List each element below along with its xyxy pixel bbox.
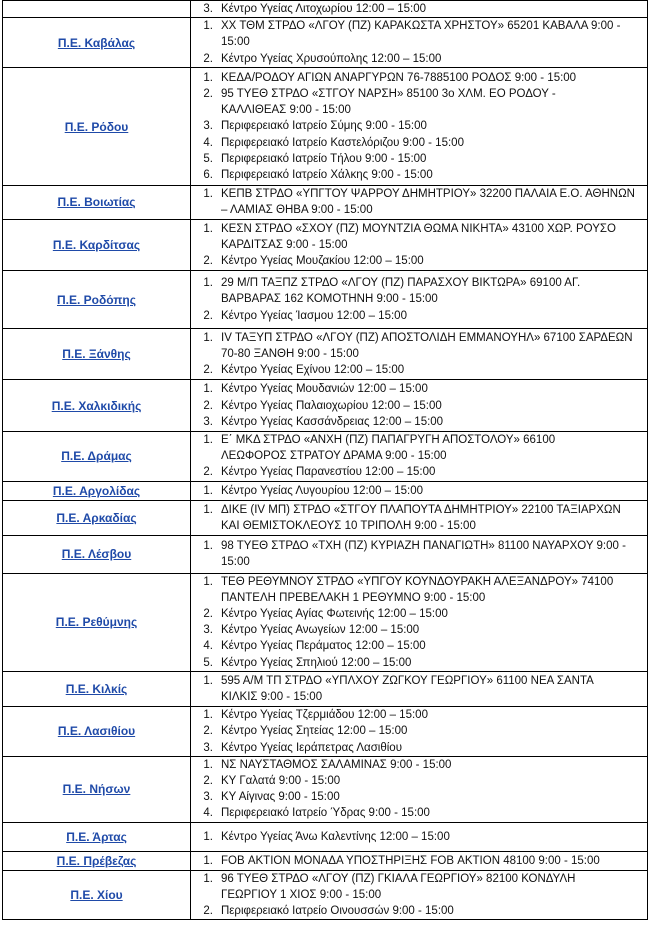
item-text [213, 275, 643, 307]
item-number: 2. [203, 466, 213, 479]
table-row [3, 573, 648, 671]
item-text-line: ΒΑΡΒΑΡΑΣ 162 ΚΟΜΟΤΗΝΗ 9:00 - 15:00 [221, 293, 438, 306]
item-text-line: Ε΄ ΜΚΔ ΣΤΡΔΟ «ΑΝΧΗ (ΠΖ) ΠΑΠΑΓΡΥΓΗ ΑΠΟΣΤΟΛΟΥ» 66100 [221, 434, 556, 447]
region-link[interactable]: Π.Ε. Χαλκιδικής [51, 398, 142, 413]
item-text-line: Περιφερειακό Ιατρείο Τήλου 9:00 - 15:00 [221, 152, 427, 165]
list-item [195, 829, 643, 845]
item-text-line: Κέντρο Υγείας Κασσάνδρειας 12:00 – 15:00 [221, 415, 444, 428]
item-text [213, 381, 643, 397]
item-number: 3. [203, 741, 213, 754]
list-item [195, 414, 643, 430]
item-text-line: Κέντρο Υγείας Ιεράπετρας Λασιθίου [221, 741, 402, 754]
list-item [195, 903, 643, 919]
item-text-line: 95 ΤΥΕΘ ΣΤΡΔΟ «ΣΤΓΟΥ ΝΑΡΣΗ» 85100 3ο ΧΛΜ. ΕΟ ΡΟΔΟΥ - [221, 88, 556, 101]
item-text-line: – ΛΑΜΙΑΣ ΘΗΒΑ 9:00 - 15:00 [221, 204, 373, 217]
region-link[interactable]: Π.Ε. Ρεθύμνης [55, 615, 138, 630]
item-number: 1. [203, 277, 213, 290]
item-number: 1. [203, 854, 213, 867]
item-text-line: Κέντρο Υγείας Αγίας Φωτεινής 12:00 – 15:00 [221, 607, 448, 620]
item-number: 5. [203, 152, 213, 165]
item-text [213, 773, 643, 789]
list-item [195, 773, 643, 789]
item-text [213, 308, 643, 324]
item-number: 3. [203, 415, 213, 428]
item-text-line: 96 ΤΥΕΘ ΣΤΡΔΟ «ΛΓΟΥ (ΠΖ) ΓΚΙΑΛΑ ΓΕΩΡΓΙΟΥ» 82100 ΚΟΝΔΥΛΗ [221, 872, 576, 885]
region-cell [3, 573, 191, 671]
item-number: 1. [203, 331, 213, 344]
region-cell [3, 536, 191, 573]
item-text-line: Κέντρο Υγείας Εχίνου 12:00 – 15:00 [221, 364, 405, 377]
region-link[interactable]: Π.Ε. Ξάνθης [62, 347, 131, 362]
item-number: 4. [203, 807, 213, 820]
item-text-line: Κέντρο Υγείας Άνω Καλεντίνης 12:00 – 15:00 [221, 830, 450, 843]
list-item [195, 381, 643, 397]
item-text [213, 574, 643, 606]
table-row [3, 671, 648, 706]
item-text-line: Κέντρο Υγείας Ανωγείων 12:00 – 15:00 [221, 624, 420, 637]
items-cell [191, 328, 648, 380]
item-number: 2. [203, 88, 213, 101]
list-item [195, 135, 643, 151]
region-link[interactable]: Π.Ε. Πρέβεζας [56, 853, 137, 868]
region-cell [3, 481, 191, 500]
item-text [213, 723, 643, 739]
items-cell [191, 536, 648, 573]
items-cell [191, 67, 648, 185]
item-number: 3. [203, 791, 213, 804]
list-item [195, 622, 643, 638]
item-text-line: Κέντρο Υγείας Περάματος 12:00 – 15:00 [221, 640, 426, 653]
item-number: 1. [203, 503, 213, 516]
items-cell [191, 573, 648, 671]
item-text-line: ΚΕΣΝ ΣΤΡΔΟ «ΣΧΟΥ (ΠΖ) ΜΟΥΝΤΖΙΑ ΘΩΜΑ ΝΙΚΗΤΑ» 43100 ΧΩΡ. ΡΟΥΣΟ [221, 222, 616, 235]
item-text-line: ΤΕΘ ΡΕΘΥΜΝΟΥ ΣΤΡΔΟ «ΥΠΓΟΥ ΚΟΥΝΔΟΥΡΑΚΗ ΑΛΕΞΑΝΔΡΟΥ» 74100 [221, 575, 614, 588]
items-cell [191, 756, 648, 822]
items-cell [191, 186, 648, 219]
item-text [213, 330, 643, 362]
item-text [213, 502, 643, 534]
list-item [195, 853, 643, 869]
item-text-line: Κέντρο Υγείας Λιτοχωρίου 12:00 – 15:00 [221, 3, 427, 15]
region-cell [3, 1, 191, 18]
list-item [195, 221, 643, 253]
item-number: 2. [203, 774, 213, 787]
item-text-line: ΚΥ Γαλατά 9:00 - 15:00 [221, 774, 341, 787]
list-item [195, 151, 643, 167]
list-item [195, 757, 643, 773]
item-text [213, 51, 643, 67]
item-text [213, 118, 643, 134]
region-cell [3, 822, 191, 851]
item-text [213, 398, 643, 414]
item-text-line: ΔΙΚΕ (IV ΜΠ) ΣΤΡΔΟ «ΣΤΓΟΥ ΠΛΑΠΟΥΤΑ ΔΗΜΗΤΡΙΟΥ» 22100 ΤΑΞΙΑΡΧΩΝ [221, 503, 621, 516]
list-item [195, 655, 643, 671]
item-text [213, 70, 643, 86]
region-cell [3, 851, 191, 870]
region-cell [3, 432, 191, 482]
items-cell [191, 380, 648, 432]
region-link[interactable]: Π.Ε. Ρόδου [64, 119, 129, 134]
region-link[interactable]: Π.Ε. Καβάλας [57, 35, 136, 50]
list-item [195, 740, 643, 756]
item-text [213, 464, 643, 480]
table-row [3, 18, 648, 68]
health-centers-table [2, 0, 648, 920]
item-text [213, 135, 643, 151]
item-text-line: ΚΕΔΑ/ΡΟΔΟΥ ΑΓΙΩΝ ΑΝΑΡΓΥΡΩΝ 76-7885100 ΡΟΔΟΣ 9:00 - 15:00 [221, 71, 577, 84]
item-text-line: Κέντρο Υγείας Μουδανιών 12:00 – 15:00 [221, 383, 428, 396]
item-text-line: Περιφερειακό Ιατρείο Χάλκης 9:00 - 15:00 [221, 169, 433, 182]
list-item [195, 483, 643, 499]
item-number: 1. [203, 709, 213, 722]
item-text [213, 655, 643, 671]
item-text [213, 789, 643, 805]
item-text-line: ΚΕΠΒ ΣΤΡΔΟ «ΥΠΓΤΟΥ ΨΑΡΡΟΥ ΔΗΜΗΤΡΙΟΥ» 32200 ΠΑΛΑΙΑ Ε.Ο. ΑΘΗΝΩΝ [221, 188, 635, 201]
item-number: 6. [203, 169, 213, 182]
item-text [213, 362, 643, 378]
item-text [213, 432, 643, 464]
region-link[interactable]: Π.Ε. Λέσβου [61, 547, 132, 562]
list-item [195, 638, 643, 654]
item-number: 1. [203, 484, 213, 497]
list-item [195, 502, 643, 534]
table-row [3, 707, 648, 757]
item-number: 1. [203, 540, 213, 553]
list-item [195, 275, 643, 307]
item-number: 1. [203, 758, 213, 771]
item-number: 1. [203, 222, 213, 235]
item-text-line: 15:00 [221, 36, 250, 49]
list-item [195, 253, 643, 269]
list-item [195, 606, 643, 622]
item-number: 1. [203, 188, 213, 201]
item-number: 1. [203, 434, 213, 447]
item-text-line: ΝΣ ΝΑΥΣΤΑΘΜΟΣ ΣΑΛΑΜΙΝΑΣ 9:00 - 15:00 [221, 758, 452, 771]
item-text-line: FOB ΑΚΤΙΟΝ ΜΟΝΑΔΑ ΥΠΟΣΤΗΡΙΞΗΣ FOB ΑΚΤΙΟΝ 48100 9:00 - 15:00 [221, 854, 600, 867]
item-text [213, 151, 643, 167]
list-item [195, 1, 643, 17]
item-number: 1. [203, 20, 213, 33]
item-text [213, 903, 643, 919]
item-text [213, 871, 643, 903]
item-text [213, 622, 643, 638]
region-link[interactable]: Π.Ε. Χίου [70, 888, 123, 903]
item-text-line: Περιφερειακό Ιατρείο Σύμης 9:00 - 15:00 [221, 120, 427, 133]
items-cell [191, 500, 648, 535]
list-item [195, 574, 643, 606]
table-row [3, 328, 648, 380]
region-link[interactable]: Π.Ε. Δράμας [61, 449, 132, 464]
region-link[interactable]: Π.Ε. Καρδίτσας [52, 237, 141, 252]
item-text-line: ΧΧ ΤΘΜ ΣΤΡΔΟ «ΛΓΟΥ (ΠΖ) ΚΑΡΑΚΩΣΤΑ ΧΡΗΣΤΟΥ» 65201 ΚΑΒΑΛΑ 9:00 - [221, 20, 621, 33]
item-text-line: ΓΕΩΡΓΙΟΥ 1 ΧΙΟΣ 9:00 - 15:00 [221, 888, 382, 901]
items-cell [191, 271, 648, 329]
item-number: 2. [203, 399, 213, 412]
item-number: 1. [203, 575, 213, 588]
list-item [195, 186, 643, 218]
item-text [213, 829, 643, 845]
item-text [213, 805, 643, 821]
item-number: 1. [203, 71, 213, 84]
region-link[interactable]: Π.Ε. Αρκαδίας [56, 510, 137, 525]
item-text [213, 86, 643, 118]
items-cell [191, 851, 648, 870]
region-link[interactable]: Π.Ε. Λασιθίου [57, 724, 136, 739]
list-item [195, 70, 643, 86]
region-link[interactable]: Π.Ε. Νήσων [62, 782, 131, 797]
item-text-line: ΚΙΛΚΙΣ 9:00 - 15:00 [221, 690, 323, 703]
item-text [213, 673, 643, 705]
list-item [195, 673, 643, 705]
item-text [213, 483, 643, 499]
region-cell [3, 500, 191, 535]
item-number: 4. [203, 136, 213, 149]
region-cell [3, 756, 191, 822]
item-number: 3. [203, 624, 213, 637]
item-number: 3. [203, 3, 213, 15]
items-cell [191, 671, 648, 706]
item-text-line: ΚΑΙ ΘΕΜΙΣΤΟΚΛΕΟΥΣ 10 ΤΡΙΠΟΛΗ 9:00 - 15:00 [221, 519, 476, 532]
list-item [195, 362, 643, 378]
region-cell [3, 870, 191, 920]
item-text-line: 70-80 ΞΑΝΘΗ 9:00 - 15:00 [221, 348, 359, 361]
item-text-line: ΚΑΡΔΙΤΣΑΣ 9:00 - 15:00 [221, 238, 348, 251]
list-item [195, 330, 643, 362]
item-text-line: Περιφερειακό Ιατρείο Οινουσσών 9:00 - 15:00 [221, 905, 454, 918]
item-number: 2. [203, 725, 213, 738]
item-text [213, 221, 643, 253]
region-cell [3, 707, 191, 757]
item-text [213, 18, 643, 50]
item-text [213, 707, 643, 723]
item-text [213, 606, 643, 622]
table-row [3, 1, 648, 18]
table-row [3, 186, 648, 219]
list-item [195, 464, 643, 480]
item-text-line: Κέντρο Υγείας Σπηλιού 12:00 – 15:00 [221, 656, 412, 669]
item-text-line: Κέντρο Υγείας Χρυσούπολης 12:00 – 15:00 [221, 52, 442, 65]
item-text-line: ΚΥ Αίγινας 9:00 - 15:00 [221, 791, 340, 804]
item-text-line: Κέντρο Υγείας Παλαιοχωρίου 12:00 – 15:00 [221, 399, 442, 412]
item-text-line: ΠΑΝΤΕΛΗ ΠΡΕΒΕΛΑΚΗ 1 ΡΕΘΥΜΝΟ 9:00 - 15:00 [221, 591, 486, 604]
item-number: 2. [203, 364, 213, 377]
items-cell [191, 219, 648, 271]
region-cell [3, 671, 191, 706]
region-cell [3, 219, 191, 271]
item-text-line: Κέντρο Υγείας Μουζακίου 12:00 – 15:00 [221, 255, 424, 268]
item-number: 5. [203, 656, 213, 669]
item-text-line: IV ΤΑΞΥΠ ΣΤΡΔΟ «ΛΓΟΥ (ΠΖ) ΑΠΟΣΤΟΛΙΔΗ ΕΜΜΑΝΟΥΗΛ» 67100 ΣΑΡΔΕΩΝ [221, 331, 633, 344]
item-text-line: ΚΑΛΛΙΘΕΑΣ 9:00 - 15:00 [221, 104, 351, 117]
item-text-line: Περιφερειακό Ιατρείο Ύδρας 9:00 - 15:00 [221, 807, 430, 820]
list-item [195, 167, 643, 183]
table-row [3, 219, 648, 271]
list-item [195, 308, 643, 324]
item-text-line: 98 ΤΥΕΘ ΣΤΡΔΟ «ΤΧΗ (ΠΖ) ΚΥΡΙΑΖΗ ΠΑΝΑΓΙΩΤΗ» 81100 ΝΑΥΑΡΧΟΥ 9:00 - [221, 540, 626, 553]
table-row [3, 500, 648, 535]
region-link[interactable]: Π.Ε. Άρτας [66, 829, 127, 844]
list-item [195, 805, 643, 821]
items-cell [191, 707, 648, 757]
item-text-line: Κέντρο Υγείας Λυγουρίου 12:00 – 15:00 [221, 484, 424, 497]
item-number: 2. [203, 607, 213, 620]
list-item [195, 723, 643, 739]
item-text-line: 595 Α/Μ ΤΠ ΣΤΡΔΟ «ΥΠΛΧΟΥ ΖΩΓΚΟΥ ΓΕΩΡΓΙΟΥ» 61100 ΝΕΑ ΣΑΝΤΑ [221, 674, 594, 687]
items-cell [191, 481, 648, 500]
item-number: 2. [203, 905, 213, 918]
list-item [195, 707, 643, 723]
region-cell [3, 328, 191, 380]
table-row [3, 481, 648, 500]
item-text [213, 538, 643, 570]
table-row [3, 432, 648, 482]
list-item [195, 789, 643, 805]
item-number: 2. [203, 309, 213, 322]
item-number: 1. [203, 830, 213, 843]
item-number: 1. [203, 872, 213, 885]
item-text [213, 167, 643, 183]
list-item [195, 871, 643, 903]
table-row [3, 756, 648, 822]
item-text [213, 1, 643, 17]
item-text-line: 15:00 [221, 556, 250, 569]
list-item [195, 51, 643, 67]
region-link[interactable]: Π.Ε. Κιλκίς [65, 681, 128, 696]
items-cell [191, 822, 648, 851]
list-item [195, 398, 643, 414]
items-cell [191, 432, 648, 482]
region-cell [3, 380, 191, 432]
region-cell [3, 271, 191, 329]
item-text [213, 740, 643, 756]
list-item [195, 432, 643, 464]
items-cell [191, 18, 648, 68]
region-cell [3, 18, 191, 68]
item-text-line: ΛΕΩΦΟΡΟΣ ΣΤΡΑΤΟΥ ΔΡΑΜΑ 9:00 - 15:00 [221, 450, 447, 463]
item-text [213, 853, 643, 869]
list-item [195, 18, 643, 50]
item-text-line: Κέντρο Υγείας Παρανεστίου 12:00 – 15:00 [221, 466, 436, 479]
item-text [213, 638, 643, 654]
item-text-line: Κέντρο Υγείας Σητείας 12:00 – 15:00 [221, 725, 408, 738]
item-number: 1. [203, 674, 213, 687]
items-cell [191, 1, 648, 18]
item-text [213, 253, 643, 269]
table-row [3, 380, 648, 432]
item-text-line: Περιφερειακό Ιατρείο Καστελόριζου 9:00 - 15:00 [221, 136, 464, 149]
item-number: 2. [203, 52, 213, 65]
table-row [3, 67, 648, 185]
item-number: 3. [203, 120, 213, 133]
item-number: 4. [203, 640, 213, 653]
region-link[interactable]: Π.Ε. Ροδόπης [56, 292, 137, 307]
item-text [213, 757, 643, 773]
table-row [3, 851, 648, 870]
list-item [195, 118, 643, 134]
item-number: 2. [203, 255, 213, 268]
table-row [3, 870, 648, 920]
table-row [3, 536, 648, 573]
region-link[interactable]: Π.Ε. Βοιωτίας [57, 195, 136, 210]
table-row [3, 822, 648, 851]
list-item [195, 538, 643, 570]
region-cell [3, 67, 191, 185]
items-cell [191, 870, 648, 920]
region-cell [3, 186, 191, 219]
region-link[interactable]: Π.Ε. Αργολίδας [52, 483, 141, 498]
item-text [213, 186, 643, 218]
table-row [3, 271, 648, 329]
item-text-line: Κέντρο Υγείας Ίασμου 12:00 – 15:00 [221, 309, 407, 322]
item-text [213, 414, 643, 430]
item-number: 1. [203, 383, 213, 396]
item-text-line: 29 Μ/Π ΤΑΞΠΖ ΣΤΡΔΟ «ΛΓΟΥ (ΠΖ) ΠΑΡΑΣΧΟΥ ΒΙΚΤΩΡΑ» 69100 ΑΓ. [221, 277, 581, 290]
list-item [195, 86, 643, 118]
item-text-line: Κέντρο Υγείας Τζερμιάδου 12:00 – 15:00 [221, 709, 428, 722]
